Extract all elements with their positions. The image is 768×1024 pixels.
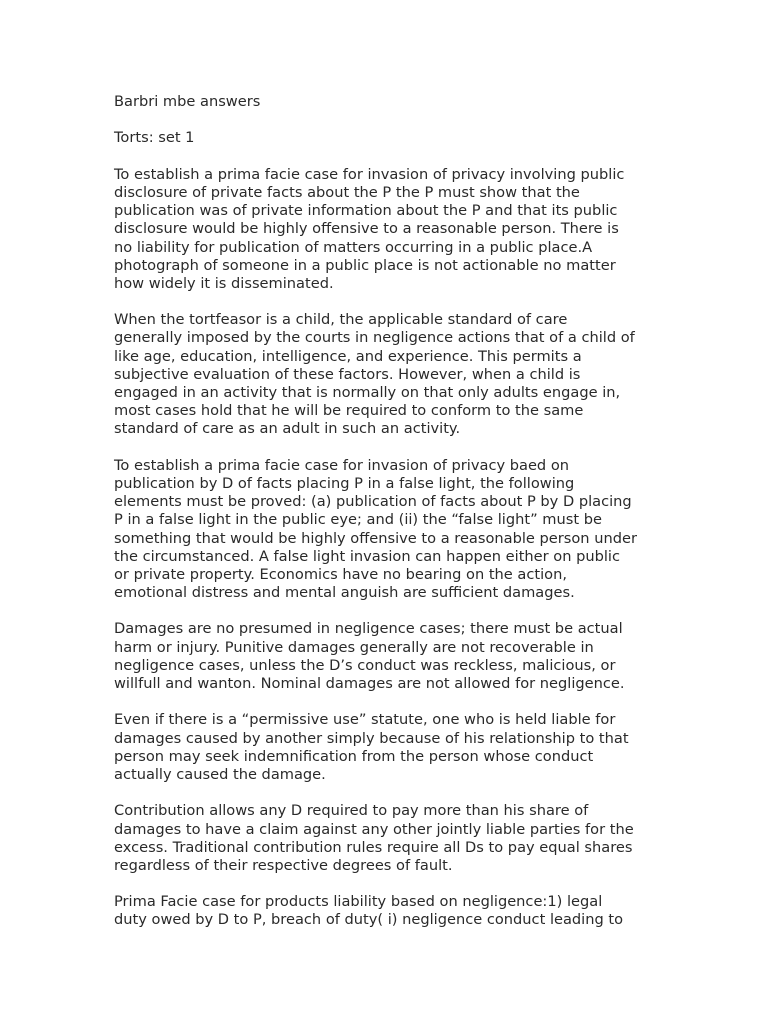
paragraph-spacer xyxy=(114,693,654,711)
paragraph-line: damages to have a claim against any other jointly liable parties for the xyxy=(114,820,634,838)
paragraph-line: generally imposed by the courts in negligence actions that of a child of xyxy=(114,329,635,347)
paragraph-line: like age, education, intelligence, and experience. This permits a xyxy=(114,347,582,365)
paragraph-list xyxy=(114,166,654,930)
paragraph-line: something that would be highly offensive to a reasonable person under xyxy=(114,529,637,547)
paragraph-line: Prima Facie case for products liability based on negligence:1) legal xyxy=(114,893,603,911)
paragraph-line: standard of care as an adult in such an activity. xyxy=(114,420,461,438)
paragraph-line: actually caused the damage. xyxy=(114,765,326,783)
paragraph xyxy=(114,893,654,929)
paragraph-line: engaged in an activity that is normally on that only adults engage in, xyxy=(114,384,621,401)
paragraph-line: the circumstanced. A false light invasion can happen either on public xyxy=(114,547,621,565)
paragraph xyxy=(114,311,654,438)
paragraph-line: disclosure would be highly offensive to a reasonable person. There is xyxy=(114,220,619,238)
paragraph-spacer xyxy=(114,111,654,129)
paragraph-line: willfull and wanton. Nominal damages are not allowed for negligence. xyxy=(114,675,625,692)
paragraph-spacer xyxy=(114,784,654,802)
paragraph-line: how widely it is disseminated. xyxy=(114,274,334,292)
paragraph-line: To establish a prima facie case for invasion of privacy baed on xyxy=(114,456,570,474)
paragraph-line: Even if there is a “permissive use” statute, one who is held liable for xyxy=(114,711,616,729)
paragraph-line: most cases hold that he will be required to conform to the same xyxy=(114,402,584,420)
paragraph xyxy=(114,166,654,293)
paragraph-line: disclosure of private facts about the P the P must show that the xyxy=(114,183,580,201)
paragraph-spacer xyxy=(114,875,654,893)
paragraph-line: damages caused by another simply because of his relationship to that xyxy=(114,729,629,747)
paragraph-line: or private property. Economics have no bearing on the action, xyxy=(114,565,567,583)
paragraph-line: negligence cases, unless the D’s conduct was reckless, malicious, or xyxy=(114,656,616,674)
document-body xyxy=(114,93,654,930)
paragraph-line: duty owed by D to P, breach of duty( i) negligence conduct leading to xyxy=(114,911,624,929)
paragraph-line: Damages are no presumed in negligence cases; there must be actual xyxy=(114,620,623,638)
paragraph-spacer xyxy=(114,148,654,166)
paragraph-line: person may seek indemnification from the person whose conduct xyxy=(114,747,594,765)
paragraph xyxy=(114,457,654,603)
paragraph-spacer xyxy=(114,602,654,620)
paragraph-line: publication was of private information about the P and that its public xyxy=(114,202,618,220)
paragraph-line: excess. Traditional contribution rules require all Ds to pay equal shares xyxy=(114,838,633,856)
paragraph-line: To establish a prima facie case for invasion of privacy involving public xyxy=(114,165,625,183)
paragraph xyxy=(114,711,654,784)
paragraph-spacer xyxy=(114,293,654,311)
paragraph-line: When the tortfeasor is a child, the applicable standard of care xyxy=(114,311,568,329)
paragraph-line: photograph of someone in a public place is not actionable no matter xyxy=(114,256,616,274)
paragraph-spacer xyxy=(114,439,654,457)
paragraph-line: emotional distress and mental anguish are sufficient damages. xyxy=(114,584,575,602)
paragraph-line: publication by D of facts placing P in a false light, the following xyxy=(114,474,575,492)
paragraph xyxy=(114,802,654,875)
paragraph-line: harm or injury. Punitive damages generally are not recoverable in xyxy=(114,638,594,656)
paragraph-line: P in a false light in the public eye; and (ii) the “false light” must be xyxy=(114,511,602,529)
paragraph-line: elements must be proved: (a) publication of facts about P by D placing xyxy=(114,493,632,511)
paragraph-line: Contribution allows any D required to pay more than his share of xyxy=(114,802,589,820)
paragraph xyxy=(114,620,654,693)
paragraph-line: subjective evaluation of these factors. However, when a child is xyxy=(114,365,581,383)
document-title: Barbri mbe answers xyxy=(114,93,261,110)
document-subtitle: Torts: set 1 xyxy=(114,129,195,147)
paragraph-line: no liability for publication of matters occurring in a public place.A xyxy=(114,238,593,256)
paragraph-line: regardless of their respective degrees of fault. xyxy=(114,856,453,874)
